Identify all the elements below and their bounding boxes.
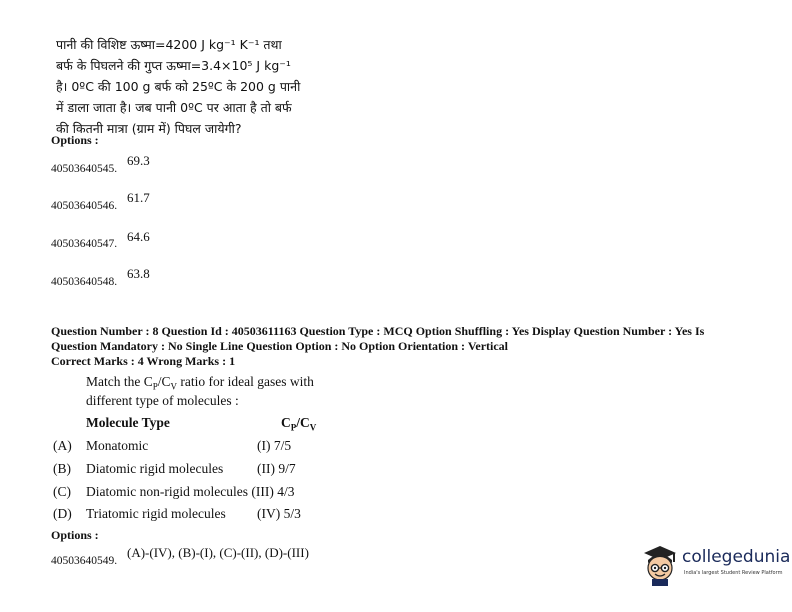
row-label: (A): [53, 438, 72, 453]
row-molecule: Diatomic rigid molecules: [86, 461, 224, 476]
option-id: 40503640546.: [51, 200, 118, 212]
option-value: 61.7: [127, 190, 150, 205]
question-text-line: में डाला जाता है। जब पानी 0ºC पर आता है तो बर्फ: [56, 100, 292, 115]
question-text-line: है। 0ºC की 100 g बर्फ को 25ºC के 200 g पानी: [56, 79, 301, 94]
row-molecule: Diatomic non-rigid molecules (III) 4/3: [86, 484, 295, 499]
question-text-line: की कितनी मात्रा (ग्राम में) पिघल जायेगी?: [56, 121, 242, 136]
option-id: 40503640549.: [51, 555, 118, 567]
option-id: 40503640547.: [51, 238, 118, 250]
row-label: (C): [53, 484, 71, 499]
logo-tagline: India's largest Student Review Platform: [684, 570, 783, 576]
column-header-molecule: Molecule Type: [86, 415, 170, 430]
row-molecule: Triatomic rigid molecules: [86, 506, 226, 521]
row-molecule: Monatomic: [86, 438, 149, 453]
row-label: (B): [53, 461, 71, 476]
row-ratio: (IV) 5/3: [257, 506, 301, 521]
option-value: 69.3: [127, 153, 150, 168]
row-ratio: (I) 7/5: [257, 438, 292, 453]
row-ratio: (II) 9/7: [257, 461, 296, 476]
option-value: 63.8: [127, 266, 150, 281]
graduate-mascot-icon: [640, 543, 680, 587]
option-value: (A)-(IV), (B)-(I), (C)-(II), (D)-(III): [127, 545, 309, 560]
options-label: Options :: [51, 133, 99, 147]
option-value: 64.6: [127, 229, 150, 244]
row-label: (D): [53, 506, 72, 521]
question-text-line: बर्फ के पिघलने की गुप्त ऊष्मा=3.4×10⁵ J kg⁻¹: [56, 58, 291, 73]
logo-wordmark: collegedunia: [682, 547, 791, 567]
options-label: Options :: [51, 528, 99, 542]
question-meta-line: Question Number : 8 Question Id : 40503611163 Question Type : MCQ Option Shuffling : Yes Display Question Number : Yes Is: [51, 324, 705, 338]
question-meta-line: Question Mandatory : No Single Line Question Option : No Option Orientation : Vertical: [51, 339, 509, 353]
question-stem-line: different type of molecules :: [86, 393, 239, 408]
option-id: 40503640548.: [51, 276, 118, 288]
question-meta-line: Correct Marks : 4 Wrong Marks : 1: [51, 354, 236, 368]
collegedunia-logo: [640, 543, 790, 591]
question-stem-line: Match the $C_P/C_V$ ratio for ideal gases with: [86, 374, 314, 392]
column-header-ratio: $C_P/C_V$: [281, 415, 317, 433]
question-text-line: पानी की विशिष्ट ऊष्मा=4200 J kg⁻¹ K⁻¹ तथा: [56, 37, 282, 52]
option-id: 40503640545.: [51, 163, 118, 175]
